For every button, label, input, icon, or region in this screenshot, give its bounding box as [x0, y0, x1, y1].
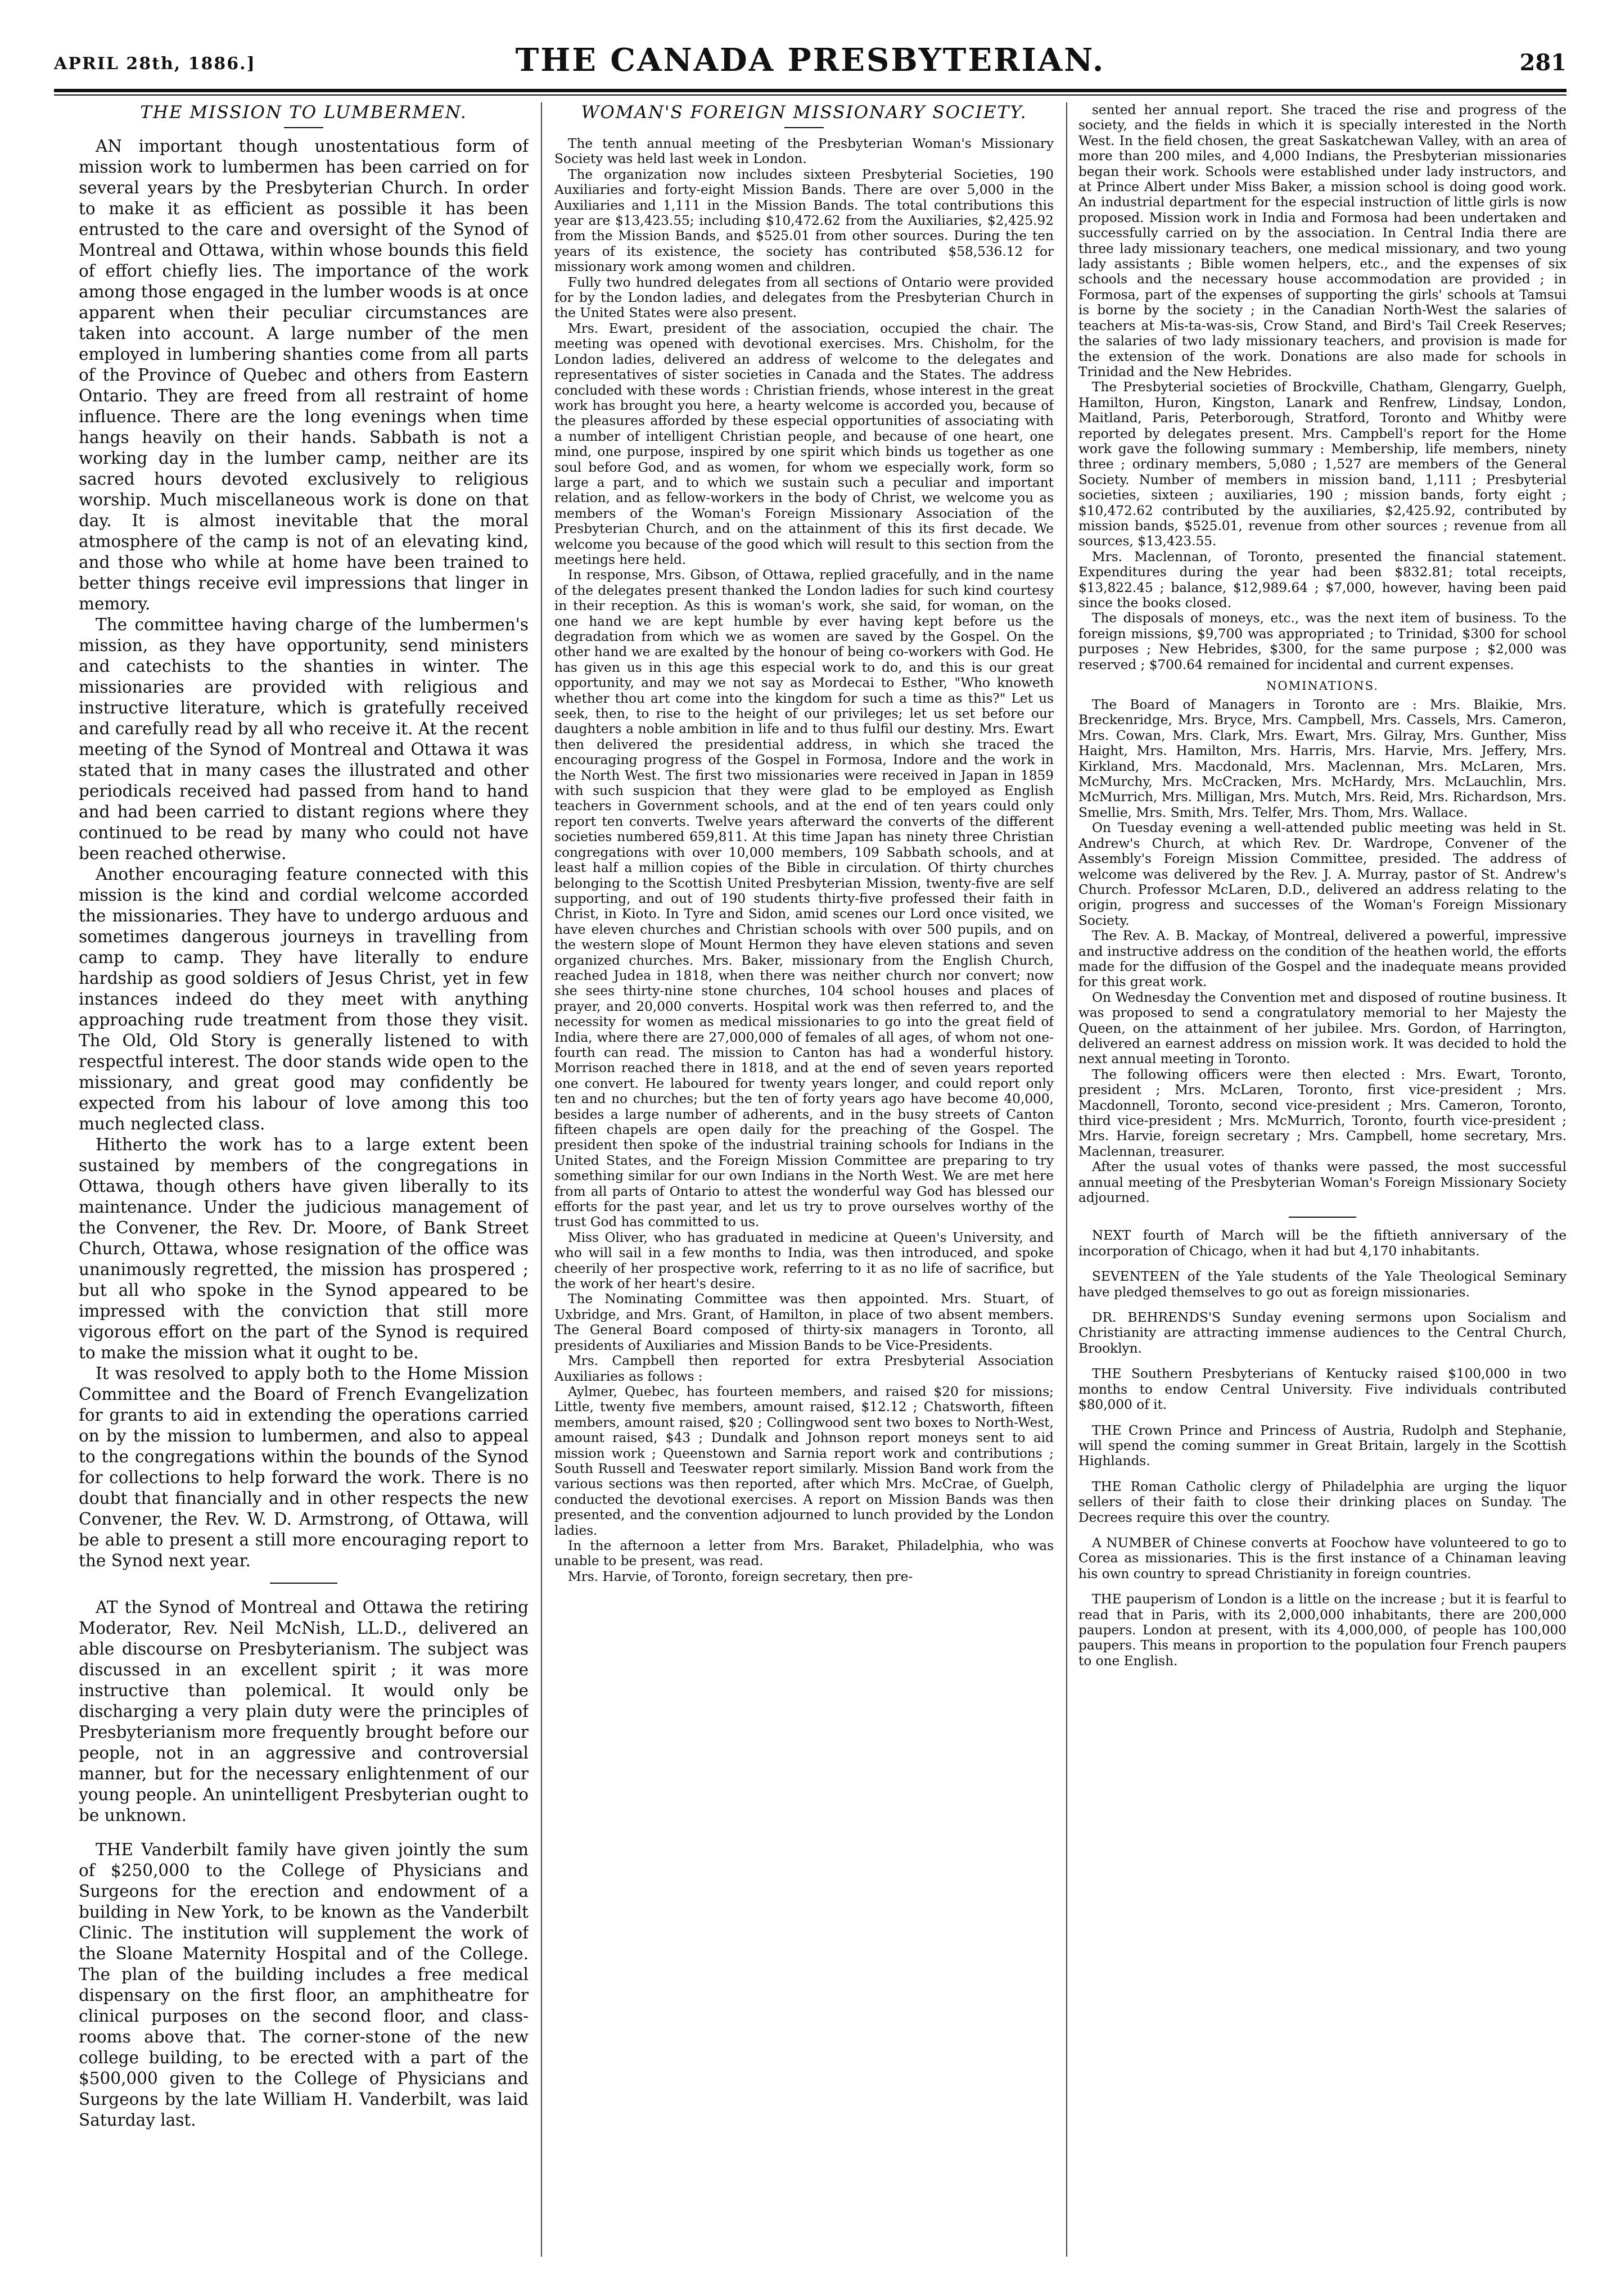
article-paragraph: The tenth annual meeting of the Presbyterian Woman's Missionary Society was held last week in London.: [554, 136, 1054, 167]
article-paragraph: In response, Mrs. Gibson, of Ottawa, replied gracefully, and in the name of the delegates present thanked the London ladies for such kind courtesy in their reception. As this is woman's work, she said, for woman, on the one hand we are kept humble by ever having kept before us the degradation from which we as women are saved by the Gospel. On the other hand we are exalted by the honour of being co-workers with God. He has given us in this age this especial work to do, and this is our great opportunity, and may we not say as Mordecai to Esther, "Who knoweth whether thou art come into the kingdom for such a time as this?" Let us seek, then, to rise to the height of our privileges; let us set before our daughters a noble ambition in life and to thus fulfil our destiny. Mrs. Ewart then delivered the presidential address, in which she traced the encouraging progress of the Gospel in Formosa, Indore and the work in the North West. The first two missionaries were received in Japan in 1859 with such suspicion that they were glad to be employed as English teachers in Government schools, and at the end of ten years could only report ten converts. Twelve years afterward the converts of the different societies numbered 659,811. At this time Japan has ninety three Christian congregations with over 10,000 members, 109 Sabbath schools, and at least half a million copies of the Bible in circulation. Of thirty churches belonging to the Scottish United Presbyterian Mission, twenty-five are self supporting, and out of 190 students thirty-five professed their faith in Christ, in Kioto. In Tyre and Sidon, amid scenes our Lord once visited, we have eleven churches and Christian schools with over 500 pupils, and on the western slope of Mount Hermon they have eleven stations and seven organized churches. Mrs. Baker, missionary from the English Church, reached Judea in 1818, when there was neither church nor convert; now she sees thirty-nine stone churches, 104 school houses and places of prayer, and 20,000 converts. Hospital work was then referred to, and the necessity for women as medical missionaries to go into the great field of India, where there are 27,000,000 of females of all ages, of whom not one-fourth can read. The mission to Canton has had a wonderful history. Morrison reached there in 1818, and at the end of seven years reported one convert. He laboured for twenty years longer, and could report only ten and no churches; but the ten of forty years ago have become 40,000, besides a large number of adherents, and in the busy streets of Canton fifteen chapels are open daily for the preaching of the Gospel. The president then spoke of the industrial training schools for Indians in the United States, and the Foreign Mission Committee are preparing to try something similar for our own Indians in the North West. We are met here from all parts of Ontario to attest the wonderful way God has blessed our efforts for the past year, and let us try to prove ourselves worthy of the trust God has committed to us.: [554, 567, 1054, 1230]
article-paragraph: Mrs. Maclennan, of Toronto, presented the financial statement. Expenditures during the year had been $832.81; total receipts, $13,822.45 ; balance, $12,989.64 ; $7,000, however, having been paid since the books closed.: [1078, 549, 1567, 611]
article-paragraph: Mrs. Harvie, of Toronto, foreign secretary, then pre-: [568, 1569, 913, 1584]
news-note: THE Southern Presbyterians of Kentucky raised $100,000 in two months to endow Central University. Five individuals contributed $80,000 of it.: [1078, 1366, 1567, 1413]
article-paragraph: The Nominating Committee was then appointed. Mrs. Stuart, of Uxbridge, and Mrs. Grant, of Hamilton, in place of two absent members. The General Board composed of thirty-six managers in Toronto, all presidents of Auxiliaries and Mission Bands to be Vice-Presidents.: [554, 1291, 1054, 1353]
article-paragraph: AN important though unostentatious form of mission work to lumbermen has been carried on for several years by the Presbyterian Church. In order to make it as efficient as possible it has been entrusted to the care and oversight of the Synod of Montreal and Ottawa, within whose bounds this field of effort chiefly lies. The importance of the work among those engaged in the lumber woods is at once apparent when their peculiar circumstances are taken into account. A large number of the men employed in lumbering shanties come from all parts of the Province of Quebec and others from Eastern Ontario. They are freed from all restraint of home influence. There are the long evenings when time hangs heavily on their hands. Sabbath is not a working day in the lumber camp, neither are its sacred hours devoted exclusively to religious worship. Much miscellaneous work is done on that day. It is almost inevitable that the moral atmosphere of the camp is not of an elevating kind, and those who while at home have been trained to better things receive evil impressions that linger in memory.: [79, 137, 529, 613]
article-paragraph: sented her annual report. She traced the rise and progress of the society, and the fields in which it is specially interested in the North West. In the field chosen, the great Saskatchewan Valley, with an area of more than 200 miles, and 4,000 Indians, the Presbyterian missionaries began their work. Schools were established under lady instructors, and at Prince Albert under Miss Baker, a mission school is doing good work. An industrial department for the especial instruction of little girls is now proposed. Mission work in India and Formosa had been undertaken and successfully carried on by the association. In Central India there are three lady missionary teachers, one medical missionary, and two young lady assistants ; Bible women helpers, etc., and the expenses of six schools and the necessary house accommodation are provided ; in Formosa, part of the expenses of supporting the girls' schools at Tamsui is borne by the society ; in the Canadian North-West the salaries of teachers at Mis-ta-was-sis, Crow Stand, and Bird's Tail Creek Reserves; the salaries of two lady missionary teachers, and provision is made for the extension of the work. Donations are also made for schools in Trinidad and the New Hebrides.: [1078, 102, 1567, 379]
heading-rule: [284, 127, 323, 128]
article-paragraph: The disposals of moneys, etc., was the next item of business. To the foreign missions, $9,700 was appropriated ; to Trinidad, $300 for school purposes ; New Hebrides, $300, for the same purpose ; $2,000 was reserved ; $700.64 remained for incidental and current expenses.: [1078, 611, 1567, 672]
header-rule: [54, 89, 1567, 92]
news-note: THE Roman Catholic clergy of Philadelphia are urging the liquor sellers of their faith to close their drinking places on Sunday. The Decrees require this over the country.: [1078, 1479, 1567, 1525]
section-rule: [270, 1583, 337, 1584]
article-paragraph: On Tuesday evening a well-attended public meeting was held in St. Andrew's Church, at which Rev. Dr. Wardrope, Convener of the Assembly's Foreign Mission Committee, presided. The address of welcome was delivered by the Rev. J. A. Murray, pastor of St. Andrew's Church. Professor McLaren, D.D., delivered an address relating to the origin, progress and successes of the Woman's Foreign Missionary Society.: [1078, 820, 1567, 928]
section-subheading: NOMINATIONS.: [1266, 679, 1379, 693]
article-heading: THE MISSION TO LUMBERMEN.: [140, 102, 467, 123]
article-paragraph: Miss Oliver, who has graduated in medicine at Queen's University, and who will sail in a few months to India, was then introduced, and spoke cheerily of her prospective work, referring to it as no life of sacrifice, but the work of her heart's desire.: [554, 1230, 1054, 1292]
news-note: THE Crown Prince and Princess of Austria, Rudolph and Stephanie, will spend the coming summer in Great Britain, largely in the Scottish Highlands.: [1078, 1422, 1567, 1469]
news-note: AT the Synod of Montreal and Ottawa the retiring Moderator, Rev. Neil McNish, LL.D., delivered an able discourse on Presbyterianism. The subject was discussed in an excellent spirit ; it was more instructive than polemical. It would only be discharging a very plain duty were the principles of Presbyterianism more frequently brought before our people, not in an aggressive and controversial manner, but for the necessary enlightenment of our young people. An unintelligent Presbyterian ought to be unknown.: [79, 1598, 529, 1825]
article-paragraph: Mrs. Ewart, president of the association, occupied the chair. The meeting was opened with devotional exercises. Mrs. Chisholm, for the London ladies, delivered an address of welcome to the delegates and representatives of sister societies in Canada and the States. The address concluded with these words : Christian friends, whose interest in the great work has brought you here, a hearty welcome is accorded you, because of the pleasures afforded by these especial opportunities of associating with a number of intelligent Christian people, and because of one heart, one mind, one purpose, inspired by one spirit which binds us together as one soul before God, and as women, for whom we especially work, form so large a part, and to which we sustain such a peculiar and important relation, and as fellow-workers in the body of Christ, we welcome you as members of the Woman's Foreign Missionary Association of the Presbyterian Church, and on the attainment of this its first decade. We welcome you because of the good which will result to this section from the meetings here held.: [554, 320, 1054, 567]
article-paragraph: The following officers were then elected : Mrs. Ewart, Toronto, president ; Mrs. McLaren, Toronto, first vice-president ; Mrs. Macdonnell, Toronto, second vice-president ; Mrs. Cameron, Toronto, third vice-president ; Mrs. McMurrich, Toronto, fourth vice-president ; Mrs. Harvie, foreign secretary ; Mrs. Campbell, home secretary, Mrs. Maclennan, treasurer.: [1078, 1066, 1567, 1159]
article-paragraph: The Board of Managers in Toronto are : Mrs. Blaikie, Mrs. Breckenridge, Mrs. Bryce, Mrs. Campbell, Mrs. Cassels, Mrs. Cameron, Mrs. Cowan, Mrs. Clark, Mrs. Ewart, Mrs. Gilray, Mrs. Gunther, Miss Haight, Mrs. Hamilton, Mrs. Harris, Mrs. Harvie, Mrs. Jeffery, Mrs. Kirkland, Mrs. Macdonald, Mrs. Maclennan, Mrs. McLaren, Mrs. McMurchy, Mrs. McCracken, Mrs. McHardy, Mrs. McLauchlin, Mrs. McMurrich, Mrs. Milligan, Mrs. Mutch, Mrs. Reid, Mrs. Richardson, Mrs. Smellie, Mrs. Smith, Mrs. Telfer, Mrs. Thom, Mrs. Wallace.: [1078, 697, 1567, 820]
article-paragraph: Mrs. Campbell then reported for extra Presbyterial Association Auxiliaries as follows :: [554, 1353, 1054, 1384]
article-heading: WOMAN'S FOREIGN MISSIONARY SOCIETY.: [581, 102, 1027, 123]
page-header: [54, 42, 1567, 94]
article-paragraph: The committee having charge of the lumbermen's mission, as they have opportunity, send ministers and catechists to the shanties in winter. The missionaries are provided with religious and instructive literature, which is gratefully received and carefully read by all who receive it. At the recent meeting of the Synod of Montreal and Ottawa it was stated that in many cases the illustrated and other periodicals received had passed from hand to hand and had been carried to distant regions where they continued to be read by many who could not have been reached otherwise.: [79, 615, 529, 863]
masthead-title: THE CANADA PRESBYTERIAN.: [515, 42, 1105, 79]
column-wfms-continued: [1078, 102, 1567, 2257]
column-divider: [1066, 102, 1067, 2257]
news-note: A NUMBER of Chinese converts at Foochow have volunteered to go to Corea as missionaries. This is the first instance of a Chinaman leaving his own country to spread Christianity in foreign countries.: [1078, 1535, 1567, 1581]
column-divider: [541, 102, 542, 2257]
article-paragraph: After the usual votes of thanks were passed, the most successful annual meeting of the Presbyterian Woman's Foreign Missionary Society adjourned.: [1078, 1159, 1567, 1206]
article-paragraph: The organization now includes sixteen Presbyterial Societies, 190 Auxiliaries and forty-eight Mission Bands. There are over 5,000 in the Auxiliaries and 1,111 in the Mission Bands. The total contributions this year are $13,423.55; including $10,472.62 from the Auxiliaries, $2,425.92 from the Mission Bands, and $525.01 from other sources. During the ten years of its existence, the society has contributed $58,536.12 for missionary work among women and children.: [554, 166, 1054, 275]
column-lumbermen: [79, 102, 529, 2257]
column-wfms: [554, 102, 1054, 2257]
article-paragraph: Hitherto the work has to a large extent been sustained by members of the congregations in Ottawa, though others have given liberally to its maintenance. Under the judicious management of the Convener, the Rev. Dr. Moore, of Bank Street Church, Ottawa, whose resignation of the office was unanimously regretted, the mission has prospered ; but all who spoke in the Synod appeared to be impressed with the conviction that still more vigorous effort on the part of the Synod is required to make the mission what it ought to be.: [79, 1135, 529, 1362]
page-number: 281: [1519, 49, 1567, 76]
news-note: THE Vanderbilt family have given jointly the sum of $250,000 to the College of Physicians and Surgeons for the erection and endowment of a building in New York, to be known as the Vanderbilt Clinic. The institution will supplement the work of the Sloane Maternity Hospital and of the College. The plan of the building includes a free medical dispensary on the first floor, an amphitheatre for clinical purposes on the second floor, and class-rooms above that. The corner-stone of the new college building, to be erected with a part of the $500,000 given to the College of Physicians and Surgeons by the late William H. Vanderbilt, was laid Saturday last.: [79, 1840, 529, 2130]
article-paragraph: It was resolved to apply both to the Home Mission Committee and the Board of French Evangelization for grants to aid in extending the operations carried on by the mission to lumbermen, and also to appeal to the congregations within the bounds of the Synod for collections to help forward the work. There is no doubt that financially and in other respects the new Convener, the Rev. W. D. Armstrong, of Ottawa, will be able to present a still more encouraging report to the Synod next year.: [79, 1364, 529, 1570]
article-paragraph: Fully two hundred delegates from all sections of Ontario were provided for by the London ladies, and delegates from the Presbyterian Church in the United States were also present.: [554, 274, 1054, 321]
heading-rule: [784, 127, 824, 128]
article-paragraph: Aylmer, Quebec, has fourteen members, and raised $20 for missions; Little, twenty five members, amount raised, $12.12 ; Chatsworth, fifteen members, amount raised, $20 ; Collingwood sent two boxes to North-West, amount raised, $43 ; Dundalk and Johnson report moneys sent to aid mission work ; Queenstown and Sarnia report work and contributions ; South Russell and Teeswater report similarly. Mission Band work from the various sections was then reported, after which Mrs. McCrae, of Guelph, conducted the devotional exercises. A report on Mission Bands was then presented, and the convention adjourned to lunch provided by the London ladies.: [554, 1384, 1054, 1538]
news-note: DR. BEHRENDS'S Sunday evening sermons upon Socialism and Christianity are attracting immense audiences to the Central Church, Brooklyn.: [1078, 1310, 1567, 1356]
article-paragraph: The Rev. A. B. Mackay, of Montreal, delivered a powerful, impressive and instructive address on the condition of the heathen world, the efforts made for the diffusion of the Gospel and the inadequate means provided for this great work.: [1078, 928, 1567, 990]
article-paragraph: The Presbyterial societies of Brockville, Chatham, Glengarry, Guelph, Hamilton, Huron, Kingston, Lanark and Renfrew, Lindsay, London, Maitland, Paris, Peterborough, Stratford, Toronto and Whitby were reported by delegates present. Mrs. Campbell's report for the Home work gave the following summary : Membership, life members, ninety three ; ordinary members, 5,080 ; 1,527 are members of the General Society. Number of members in mission band, 1,111 ; Presbyterial societies, sixteen ; auxiliaries, 190 ; mission bands, forty eight ; $10,472.62 contributed by the auxiliaries, $2,425.92, contributed by mission bands, $525.01, revenue from other sources ; revenue from all sources, $13,423.55.: [1078, 379, 1567, 549]
article-paragraph: Another encouraging feature connected with this mission is the kind and cordial welcome accorded the missionaries. They have to undergo arduous and sometimes dangerous journeys in travelling from camp to camp. They have literally to endure hardship as good soldiers of Jesus Christ, yet in few instances indeed do they meet with anything approaching rude treatment from those they visit. The Old, Old Story is generally listened to with respectful interest. The door stands wide open to the missionary, and great good may confidently be expected from his labour of love among this too much neglected class.: [79, 865, 529, 1133]
article-paragraph: In the afternoon a letter from Mrs. Baraket, Philadelphia, who was unable to be present, was read.: [554, 1538, 1054, 1569]
article-paragraph: On Wednesday the Convention met and disposed of routine business. It was proposed to send a congratulatory memorial to her Majesty the Queen, on the attainment of her jubilee. Mrs. Gordon, of Harrington, delivered an earnest address on mission work. It was decided to hold the next annual meeting in Toronto.: [1078, 989, 1567, 1067]
header-rule-thin: [54, 94, 1567, 96]
news-note: SEVENTEEN of the Yale students of the Yale Theological Seminary have pledged themselves to go out as foreign missionaries.: [1078, 1269, 1567, 1300]
section-rule: [1289, 1217, 1356, 1218]
news-note: THE pauperism of London is a little on the increase ; but it is fearful to read that in Paris, with its 2,000,000 inhabitants, there are 200,000 paupers. London at present, with its 4,000,000, of people has 100,000 paupers. This means in proportion to the population four French paupers to one English.: [1078, 1592, 1567, 1669]
news-note: NEXT fourth of March will be the fiftieth anniversary of the incorporation of Chicago, when it had but 4,170 inhabitants.: [1078, 1228, 1567, 1259]
issue-date: APRIL 28th, 1886.]: [54, 54, 256, 74]
